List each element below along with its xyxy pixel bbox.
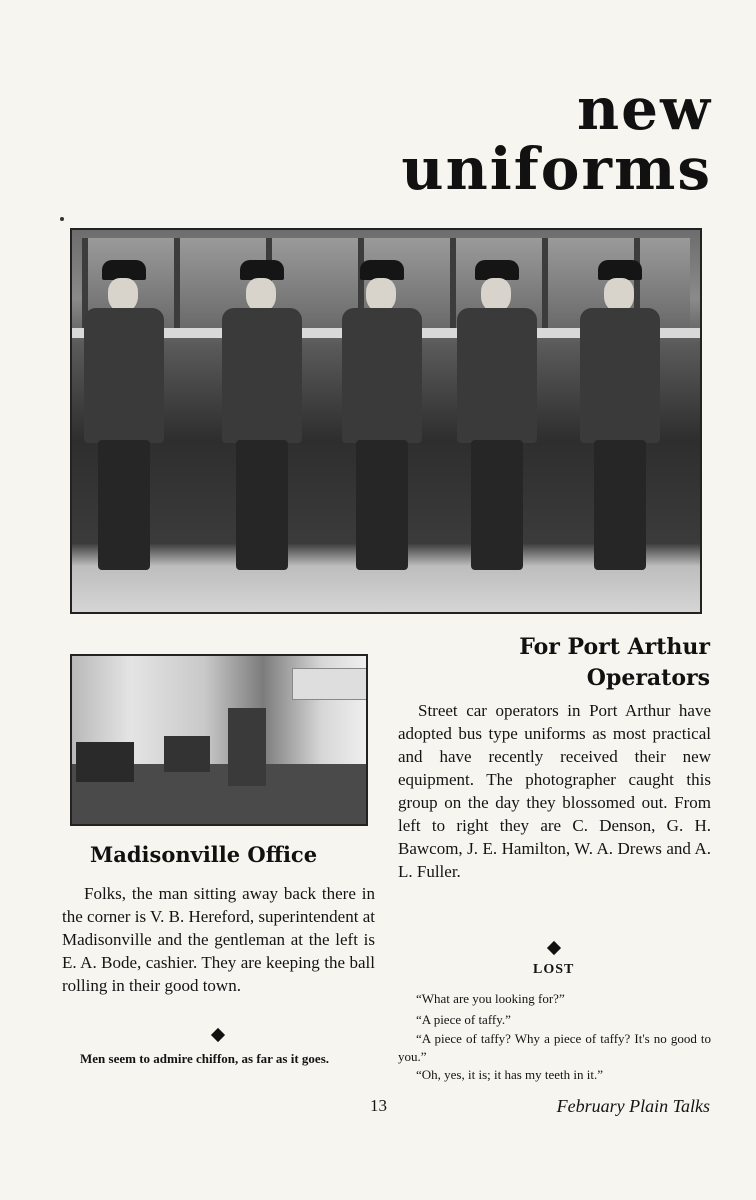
page-number: 13	[370, 1096, 387, 1115]
office-sign	[292, 668, 368, 700]
diamond-divider-icon	[211, 1028, 225, 1042]
port-arthur-heading-line-1: For Port Arthur	[519, 634, 710, 660]
port-arthur-heading	[519, 632, 710, 694]
port-arthur-heading-line-2: Operators	[586, 665, 710, 691]
operator-figure	[342, 260, 412, 600]
office-desk	[164, 736, 210, 772]
lost-heading: LOST	[533, 962, 575, 977]
uniforms-group-photo	[70, 228, 702, 614]
lost-line: “Oh, yes, it is; it has my teeth in it.”	[416, 1067, 604, 1082]
operator-figure	[84, 260, 154, 600]
page-title-line-2: uniforms	[401, 135, 712, 203]
office-cabinet	[228, 708, 266, 786]
madisonville-office-photo	[70, 654, 368, 826]
operator-figure	[580, 260, 650, 600]
madisonville-heading: Madisonville Office	[90, 842, 318, 867]
diamond-divider-icon	[547, 941, 561, 955]
lost-line: “A piece of taffy? Why a piece of taffy? It's no good to you.”	[398, 1031, 711, 1064]
printer-mark	[60, 217, 64, 221]
operator-figure	[222, 260, 292, 600]
lost-line: “A piece of taffy.”	[416, 1012, 511, 1027]
chiffon-quip: Men seem to admire chiffon, as far as it goes.	[80, 1051, 330, 1066]
running-title: February Plain Talks	[556, 1096, 710, 1116]
page-title-line-1: new	[577, 75, 712, 143]
madisonville-article: Folks, the man sitting away back there in the corner is V. B. Hereford, superintendent at Madisonville and the gentleman at the left is E. A. Bode, cashier. They are keeping the ball rolling in their good town.	[62, 884, 375, 995]
office-desk	[76, 742, 134, 782]
port-arthur-article: Street car operators in Port Arthur have adopted bus type uniforms as most practical and have recently received their new equipment. The photographer caught this group on the day they blossomed out. From left to right they are C. Denson, G. H. Bawcom, J. E. Hamilton, W. A. Drews and A. L. Fuller.	[398, 701, 711, 881]
lost-line: “What are you looking for?”	[416, 991, 565, 1006]
operator-figure	[457, 260, 527, 600]
